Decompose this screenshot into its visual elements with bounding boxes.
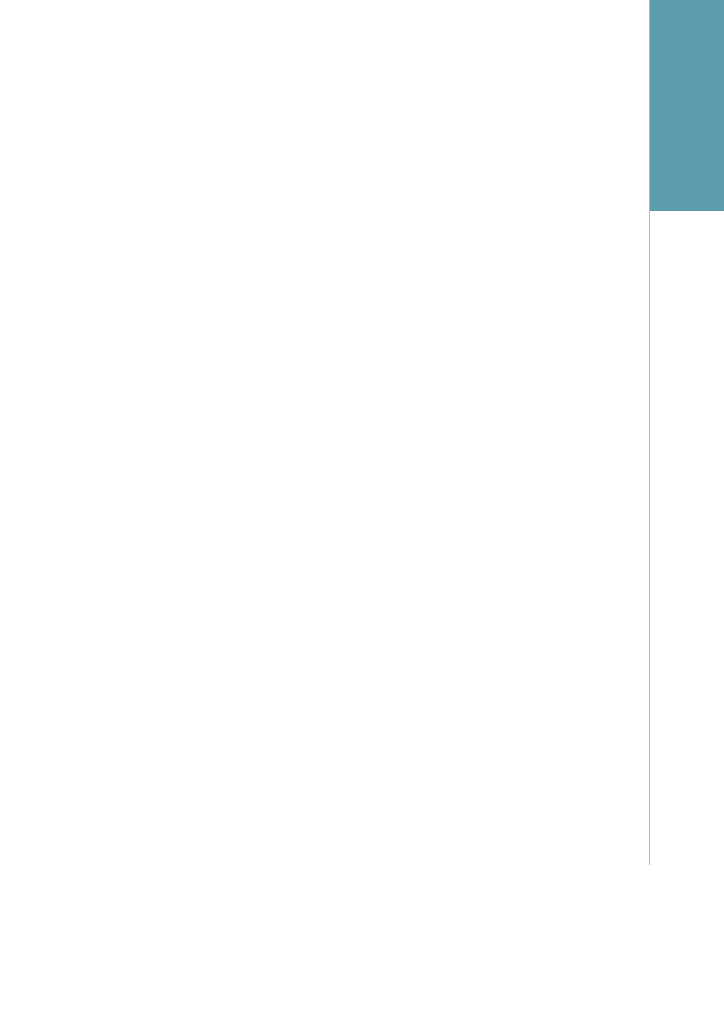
sidebar-nav [649,0,724,865]
page-title [55,42,69,60]
sidebar-section-title [650,0,724,211]
